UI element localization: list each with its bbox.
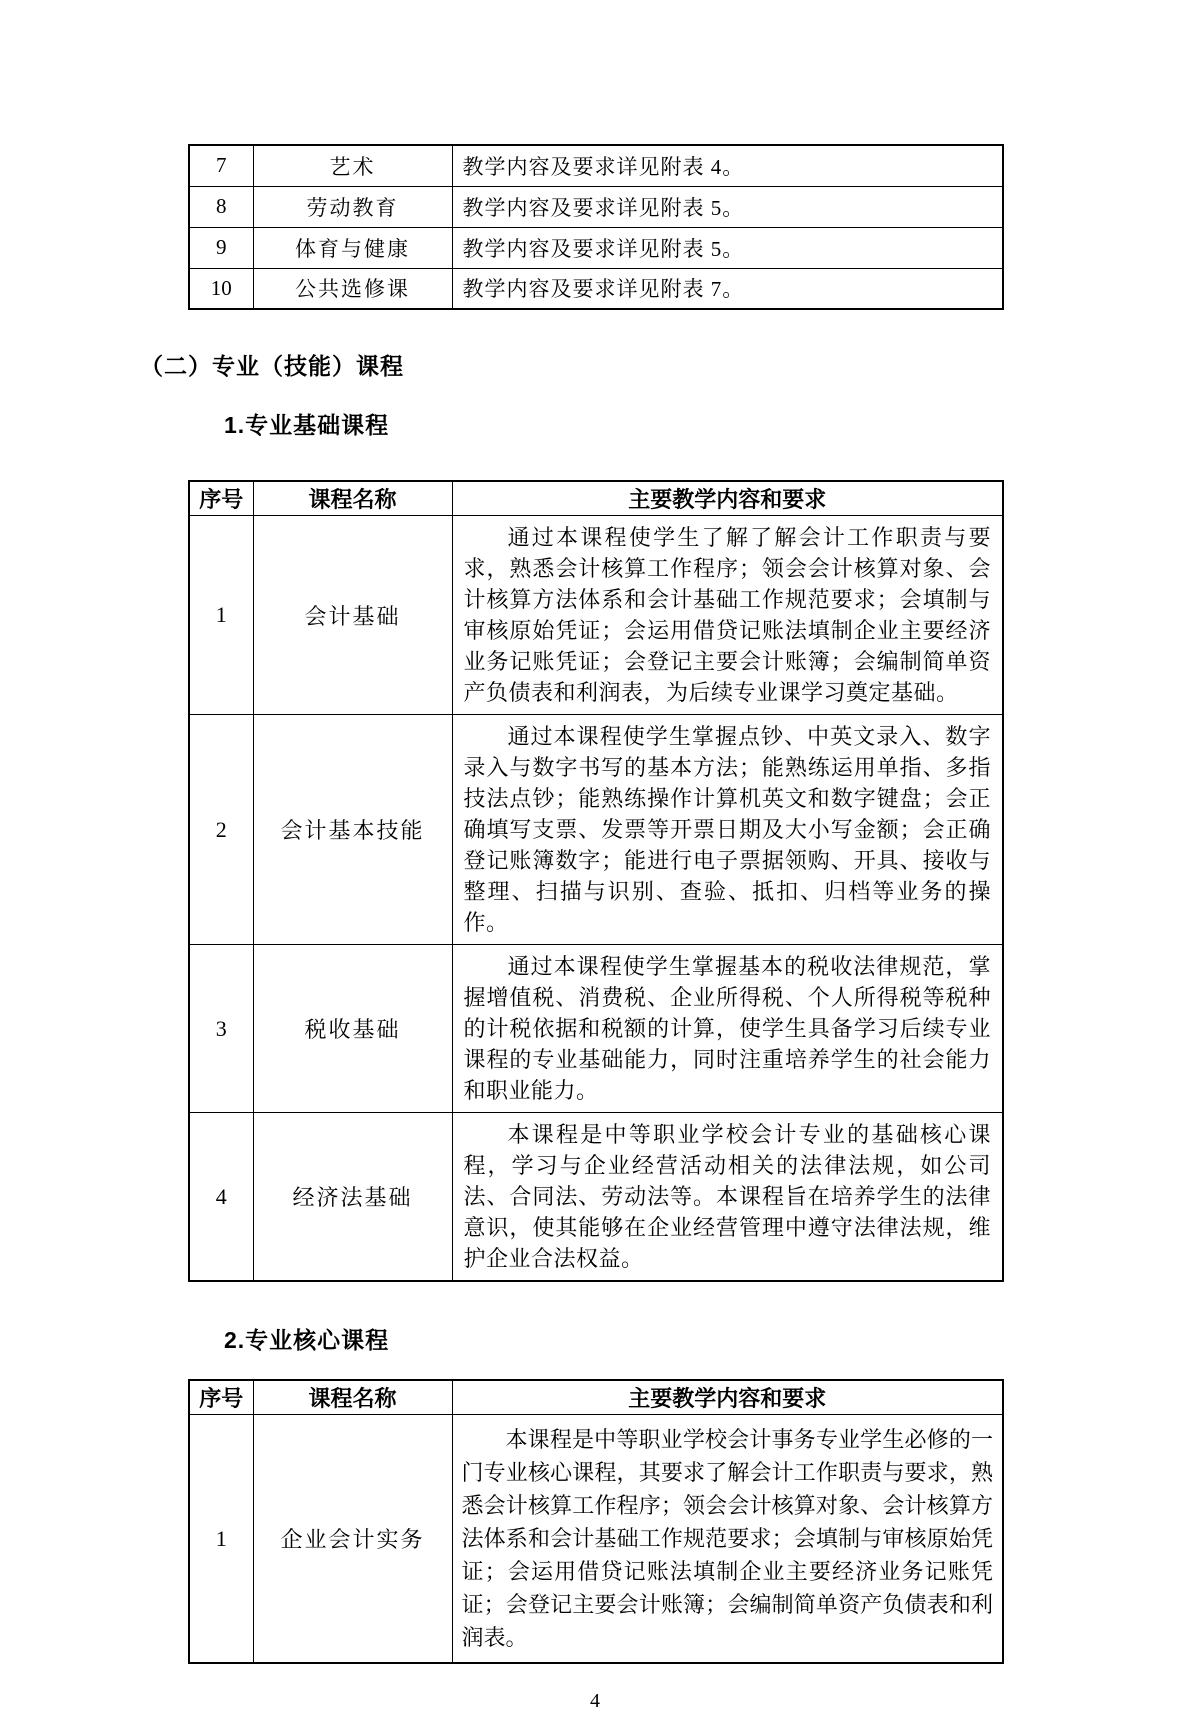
table-row	[189, 145, 1003, 186]
col-header-content: 主要教学内容和要求	[452, 481, 1003, 516]
col-header-course: 课程名称	[253, 1380, 452, 1415]
course-content-cell: 通过本课程使学生了解了解会计工作职责与要求，熟悉会计核算工作程序；领会会计核算对象、会计核算方法体系和会计基础工作规范要求；会填制与审核原始凭证；会运用借贷记账法填制企业主要经济业务记账凭证；会登记主要会计账簿；会编制简单资产负债表和利润表，为后续专业课学习奠定基础。	[452, 516, 1003, 715]
course-name-cell: 劳动教育	[253, 186, 452, 227]
course-name-cell: 企业会计实务	[253, 1415, 452, 1664]
col-header-no: 序号	[189, 1380, 253, 1415]
row-number-cell: 8	[189, 186, 253, 227]
course-name-cell: 会计基础	[253, 516, 452, 715]
course-name-cell: 税收基础	[253, 945, 452, 1113]
course-content-cell: 教学内容及要求详见附表 5。	[452, 227, 1003, 268]
table-header-row	[189, 481, 1003, 516]
basic-course-table	[188, 480, 1004, 1282]
col-header-content: 主要教学内容和要求	[452, 1380, 1003, 1415]
subsection-1-heading: 1.专业基础课程	[224, 412, 390, 438]
core-course-table	[188, 1379, 1004, 1664]
course-name-cell: 经济法基础	[253, 1113, 452, 1282]
table-row	[189, 945, 1003, 1113]
course-content-cell: 通过本课程使学生掌握基本的税收法律规范，掌握增值税、消费税、企业所得税、个人所得税等税种的计税依据和税额的计算，使学生具备学习后续专业课程的专业基础能力，同时注重培养学生的社会能力和职业能力。	[452, 945, 1003, 1113]
col-header-no: 序号	[189, 481, 253, 516]
course-name-cell: 会计基本技能	[253, 715, 452, 945]
table-row	[189, 227, 1003, 268]
table-row	[189, 516, 1003, 715]
table-row	[189, 715, 1003, 945]
section-heading: （二）专业（技能）课程	[140, 353, 404, 379]
course-content-cell: 通过本课程使学生掌握点钞、中英文录入、数字录入与数字书写的基本方法；能熟练运用单指、多指技法点钞；能熟练操作计算机英文和数字键盘；会正确填写支票、发票等开票日期及大小写金额；会正确登记账簿数字；能进行电子票据领购、开具、接收与整理、扫描与识别、查验、抵扣、归档等业务的操作。	[452, 715, 1003, 945]
course-content-cell: 本课程是中等职业学校会计专业的基础核心课程，学习与企业经营活动相关的法律法规，如公司法、合同法、劳动法等。本课程旨在培养学生的法律意识，使其能够在企业经营管理中遵守法律法规，维护企业合法权益。	[452, 1113, 1003, 1282]
row-number-cell: 1	[189, 516, 253, 715]
table-header-row	[189, 1380, 1003, 1415]
course-name-cell: 艺术	[253, 145, 452, 186]
row-number-cell: 7	[189, 145, 253, 186]
course-content-cell: 本课程是中等职业学校会计事务专业学生必修的一门专业核心课程，其要求了解会计工作职责与要求，熟悉会计核算工作程序；领会会计核算对象、会计核算方法体系和会计基础工作规范要求；会填制与审核原始凭证；会运用借贷记账法填制企业主要经济业务记账凭证；会登记主要会计账簿；会编制简单资产负债表和利润表。	[452, 1415, 1003, 1664]
table-row	[189, 1113, 1003, 1282]
row-number-cell: 4	[189, 1113, 253, 1282]
course-name-cell: 公共选修课	[253, 268, 452, 309]
page-number: 4	[590, 1690, 600, 1712]
subsection-2-heading: 2.专业核心课程	[224, 1327, 390, 1353]
row-number-cell: 2	[189, 715, 253, 945]
row-number-cell: 1	[189, 1415, 253, 1664]
public-course-table	[188, 144, 1004, 310]
course-name-cell: 体育与健康	[253, 227, 452, 268]
table-row	[189, 186, 1003, 227]
row-number-cell: 9	[189, 227, 253, 268]
row-number-cell: 10	[189, 268, 253, 309]
row-number-cell: 3	[189, 945, 253, 1113]
course-content-cell: 教学内容及要求详见附表 4。	[452, 145, 1003, 186]
course-content-cell: 教学内容及要求详见附表 7。	[452, 268, 1003, 309]
table-row	[189, 1415, 1003, 1664]
col-header-course: 课程名称	[253, 481, 452, 516]
course-content-cell: 教学内容及要求详见附表 5。	[452, 186, 1003, 227]
table-row	[189, 268, 1003, 309]
